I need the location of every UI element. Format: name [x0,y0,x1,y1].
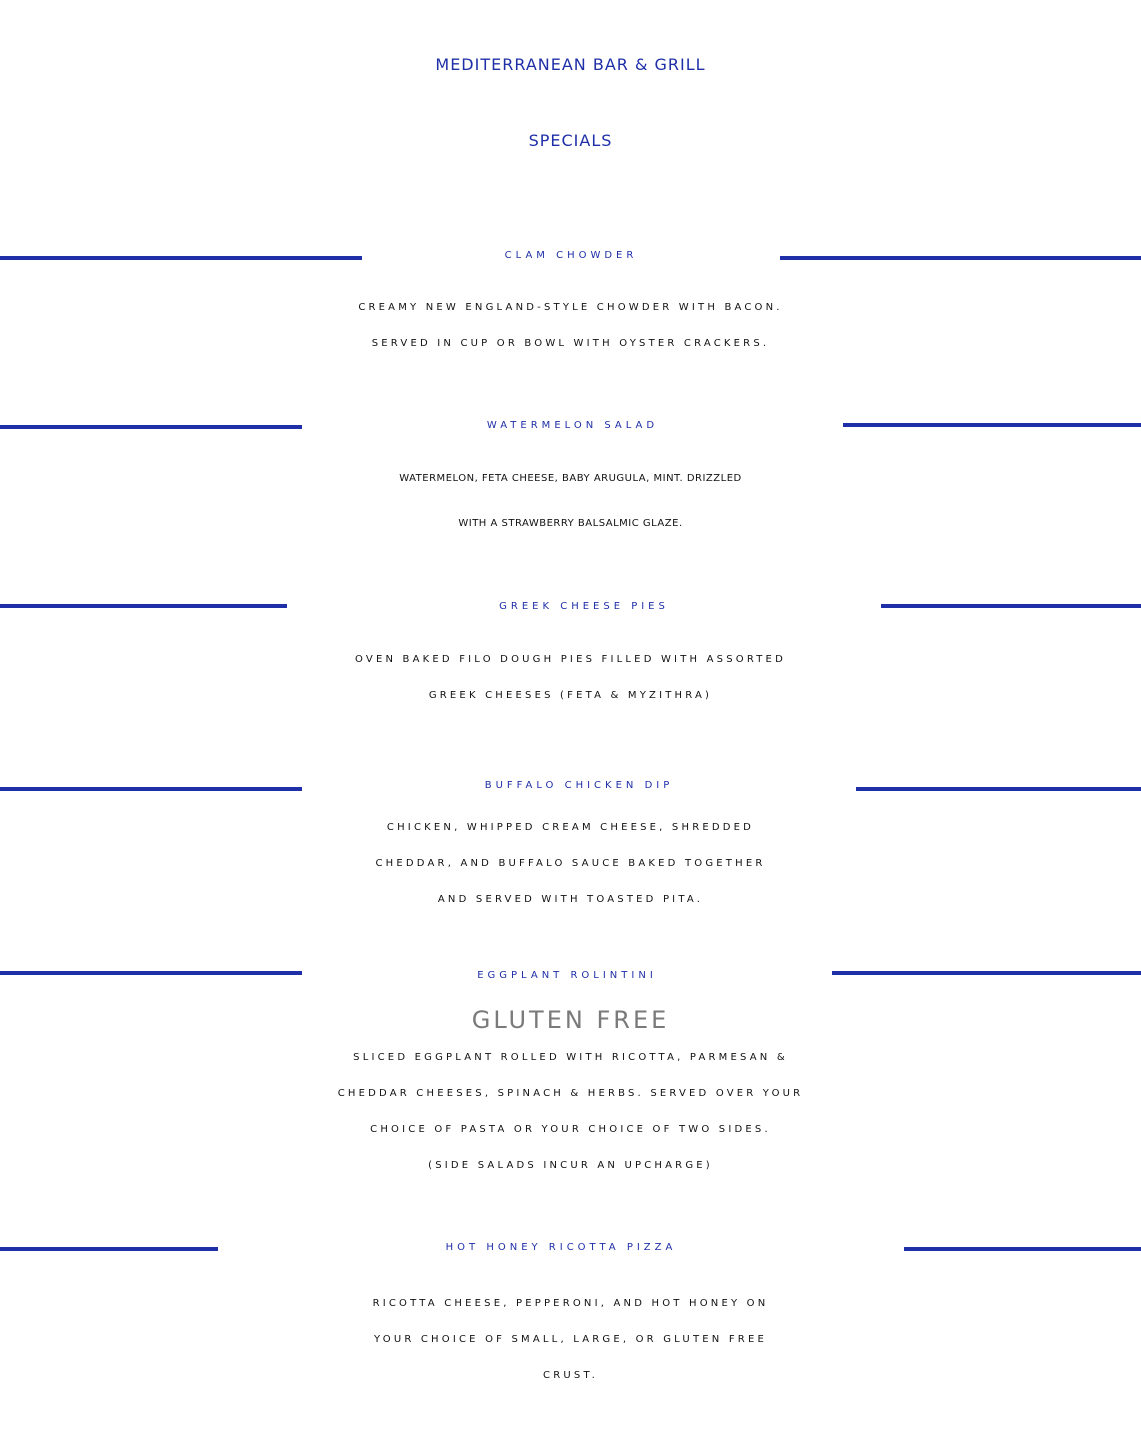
divider-right [780,256,1141,260]
gluten-free-note: GLUTEN FREE [471,1006,670,1034]
description-line: CRUST. [543,1370,598,1381]
divider-right [904,1247,1141,1251]
item-heading: GREEK CHEESE PIES [499,601,669,612]
divider-right [856,787,1141,791]
menu-title: MEDITERRANEAN BAR & GRILL [435,55,706,74]
divider-left [0,787,302,791]
description-line: RICOTTA CHEESE, PEPPERONI, AND HOT HONEY ON [372,1298,769,1309]
item-heading: EGGPLANT ROLINTINI [477,970,657,981]
description-line: YOUR CHOICE OF SMALL, LARGE, OR GLUTEN FREE [374,1334,767,1345]
item-description [0,456,1141,546]
item-description [0,642,1141,714]
divider-right [843,423,1141,427]
description-line: CREAMY NEW ENGLAND-STYLE CHOWDER WITH BACON. [358,302,783,313]
item-heading: CLAM CHOWDER [504,250,638,261]
description-line: CHEDDAR CHEESES, SPINACH & HERBS. SERVED OVER YOUR [337,1088,804,1099]
item-heading: BUFFALO CHICKEN DIP [484,780,674,791]
divider-left [0,971,302,975]
divider-left [0,425,302,429]
description-line: SERVED IN CUP OR BOWL WITH OYSTER CRACKERS. [371,338,770,349]
description-line: OVEN BAKED FILO DOUGH PIES FILLED WITH ASSORTED [355,654,786,665]
item-heading: HOT HONEY RICOTTA PIZZA [445,1242,677,1253]
description-line: (SIDE SALADS INCUR AN UPCHARGE) [428,1160,713,1171]
description-line: CHEDDAR, AND BUFFALO SAUCE BAKED TOGETHER [375,858,766,869]
description-line: WITH A STRAWBERRY BALSALMIC GLAZE. [458,518,683,529]
divider-left [0,604,287,608]
menu-subtitle: SPECIALS [528,131,613,150]
item-description [0,810,1141,918]
description-line: WATERMELON, FETA CHEESE, BABY ARUGULA, MINT. DRIZZLED [399,473,742,484]
description-line: AND SERVED WITH TOASTED PITA. [437,894,704,905]
item-heading: WATERMELON SALAD [486,420,659,431]
item-description [0,1040,1141,1184]
divider-right [881,604,1141,608]
item-description [0,1286,1141,1394]
item-description [0,290,1141,362]
divider-right [832,971,1141,975]
description-line: GREEK CHEESES (FETA & MYZITHRA) [428,690,713,701]
divider-left [0,256,362,260]
description-line: SLICED EGGPLANT ROLLED WITH RICOTTA, PARMESAN & [353,1052,788,1063]
divider-left [0,1247,218,1251]
description-line: CHOICE OF PASTA OR YOUR CHOICE OF TWO SIDES. [370,1124,771,1135]
description-line: CHICKEN, WHIPPED CREAM CHEESE, SHREDDED [386,822,755,833]
